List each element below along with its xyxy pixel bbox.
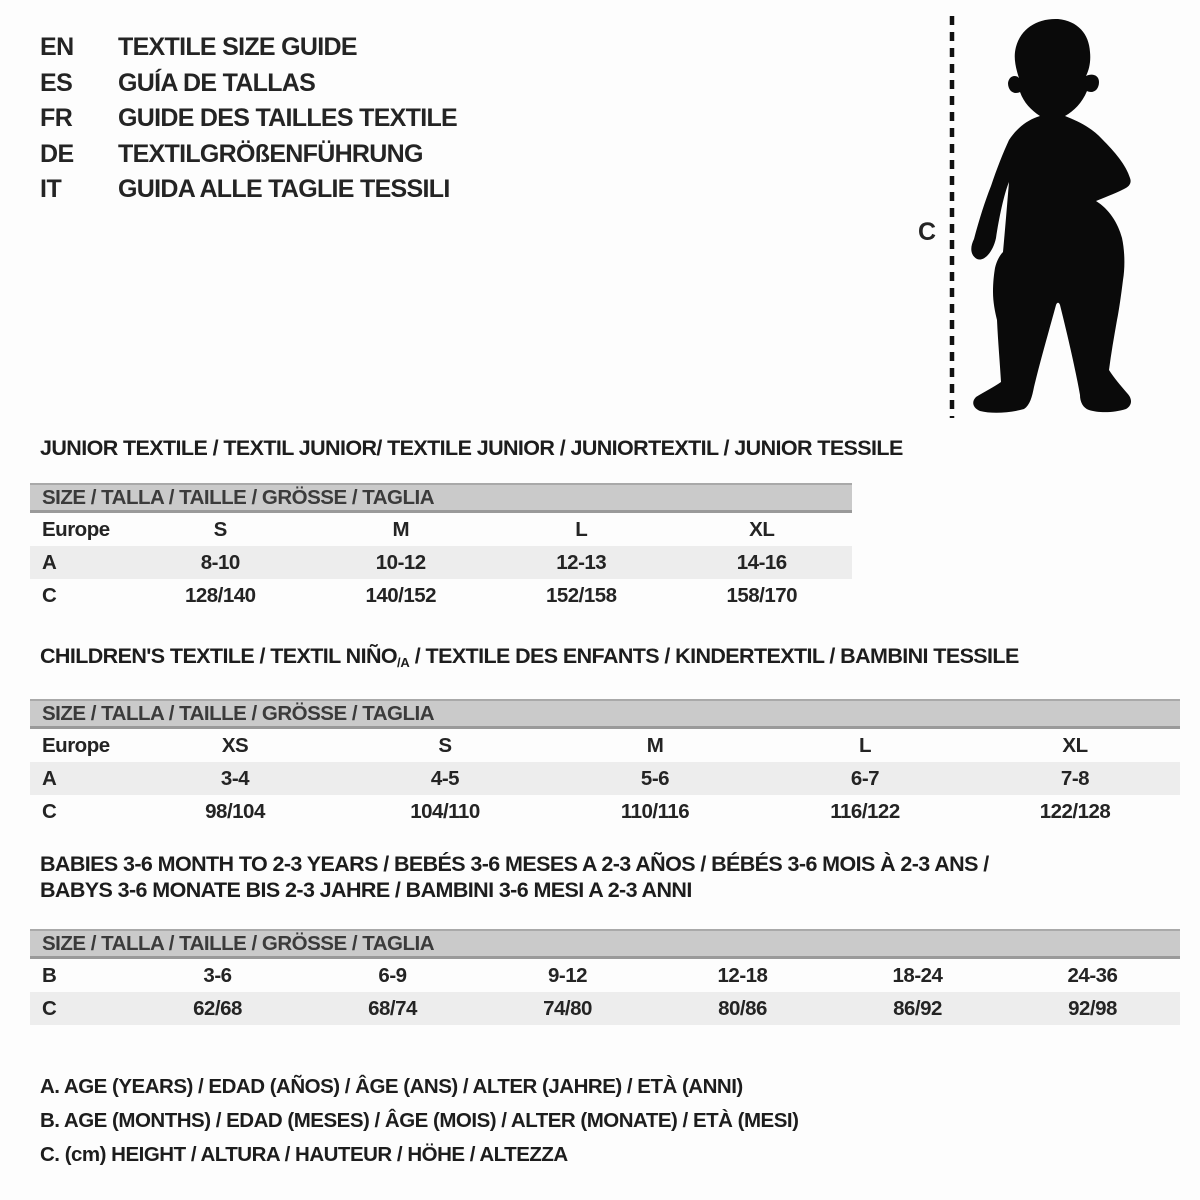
table-cell: 122/128 xyxy=(1039,799,1111,823)
footnote-age-months: B. AGE (MONTHS) / EDAD (MESES) / ÂGE (MOIS) / ALTER (MONATE) / ETÀ (MESI) xyxy=(40,1109,799,1132)
table-cell: 116/122 xyxy=(830,799,900,823)
table-cell: 110/116 xyxy=(620,799,690,823)
table-cell: 24-36 xyxy=(1067,963,1118,987)
table-cell: 152/158 xyxy=(545,583,617,607)
table-cell: 68/74 xyxy=(368,996,417,1020)
table-cell: 12-13 xyxy=(556,550,607,574)
language-title-list xyxy=(40,30,457,208)
table-row-height xyxy=(30,992,1180,1025)
table-cell: 128/140 xyxy=(184,583,256,607)
row-label: A xyxy=(42,766,57,790)
babies-section-title-line2: BABYS 3-6 MONATE BIS 2-3 JAHRE / BAMBINI 3-6 MESI A 2-3 ANNI xyxy=(40,878,692,902)
table-row-height xyxy=(30,579,852,612)
height-measure-figure xyxy=(905,12,1195,424)
table-row-months xyxy=(30,959,1180,992)
table-cell: 74/80 xyxy=(543,996,592,1020)
table-cell: L xyxy=(858,733,872,757)
size-header-bar: SIZE / TALLA / TAILLE / GRÖSSE / TAGLIA xyxy=(30,483,852,513)
table-cell: 80/86 xyxy=(718,996,767,1020)
footnote-height-cm: C. (cm) HEIGHT / ALTURA / HAUTEUR / HÖHE / ALTEZZA xyxy=(40,1143,568,1166)
guide-title-fr: GUIDE DES TAILLES TEXTILE xyxy=(118,104,458,133)
table-cell: 6-7 xyxy=(850,766,880,790)
toddler-silhouette-icon xyxy=(968,12,1138,422)
table-cell: 140/152 xyxy=(365,583,437,607)
guide-title-es: GUÍA DE TALLAS xyxy=(118,68,316,97)
childrens-section-title xyxy=(40,643,1180,676)
table-cell: 62/68 xyxy=(193,996,242,1020)
section-childrens-textile xyxy=(30,643,1180,828)
table-cell: XS xyxy=(221,733,249,757)
dashed-measure-line xyxy=(949,16,955,418)
title-subscript: /A xyxy=(397,655,410,670)
row-label: A xyxy=(42,550,57,574)
section-babies-textile xyxy=(30,851,1180,1025)
table-cell: 8-10 xyxy=(200,550,240,574)
table-cell: 6-9 xyxy=(378,963,407,987)
babies-size-table xyxy=(30,929,1180,1025)
junior-size-table xyxy=(30,483,852,612)
guide-title-en: TEXTILE SIZE GUIDE xyxy=(118,33,357,62)
table-cell: S xyxy=(213,517,227,541)
table-row-age xyxy=(30,546,852,579)
row-label: Europe xyxy=(42,517,110,541)
language-code: FR xyxy=(40,104,73,133)
table-cell: 158/170 xyxy=(726,583,798,607)
title-suffix: / TEXTILE DES ENFANTS / KINDERTEXTIL / BAMBINI TESSILE xyxy=(409,644,1019,668)
size-header-bar: SIZE / TALLA / TAILLE / GRÖSSE / TAGLIA xyxy=(30,929,1180,959)
row-label: B xyxy=(42,963,57,987)
table-cell: 7-8 xyxy=(1060,766,1090,790)
table-cell: 92/98 xyxy=(1068,996,1117,1020)
table-cell: S xyxy=(438,733,452,757)
language-row-en xyxy=(40,30,457,66)
table-cell: 104/110 xyxy=(410,799,480,823)
language-row-fr xyxy=(40,101,457,137)
section-junior-textile xyxy=(30,435,903,612)
guide-title-it: GUIDA ALLE TAGLIE TESSILI xyxy=(118,175,450,204)
size-header-bar: SIZE / TALLA / TAILLE / GRÖSSE / TAGLIA xyxy=(30,699,1180,729)
language-code: DE xyxy=(40,139,74,168)
height-measure-label: C xyxy=(918,218,936,246)
language-row-it xyxy=(40,172,457,208)
table-cell: 86/92 xyxy=(893,996,942,1020)
row-label: Europe xyxy=(42,733,110,757)
table-cell: 12-18 xyxy=(717,963,768,987)
table-cell: 18-24 xyxy=(892,963,943,987)
row-label: C xyxy=(42,996,57,1020)
table-cell: 5-6 xyxy=(640,766,670,790)
table-cell: 10-12 xyxy=(375,550,426,574)
language-row-de xyxy=(40,137,457,173)
language-code: EN xyxy=(40,33,74,62)
table-row-height xyxy=(30,795,1180,828)
table-cell: M xyxy=(646,733,664,757)
table-cell: XL xyxy=(1062,733,1088,757)
table-cell: L xyxy=(575,517,588,541)
table-row-age xyxy=(30,762,1180,795)
table-cell: 3-6 xyxy=(203,963,232,987)
table-cell: 98/104 xyxy=(205,799,265,823)
table-cell: 4-5 xyxy=(430,766,460,790)
table-row-europe xyxy=(30,513,852,546)
table-cell: M xyxy=(392,517,410,541)
row-label: C xyxy=(42,583,57,607)
language-code: IT xyxy=(40,175,62,204)
row-label: C xyxy=(42,799,57,823)
table-row-europe xyxy=(30,729,1180,762)
title-prefix: CHILDREN'S TEXTILE / TEXTIL NIÑO xyxy=(40,644,398,668)
babies-section-title-line1: BABIES 3-6 MONTH TO 2-3 YEARS / BEBÉS 3-6 MESES A 2-3 AÑOS / BÉBÉS 3-6 MOIS À 2-3 ANS / xyxy=(40,852,989,876)
guide-title-de: TEXTILGRÖßENFÜHRUNG xyxy=(118,139,423,168)
table-cell: XL xyxy=(749,517,775,541)
table-cell: 9-12 xyxy=(547,963,588,987)
table-cell: 14-16 xyxy=(736,550,787,574)
language-code: ES xyxy=(40,68,73,97)
junior-section-title: JUNIOR TEXTILE / TEXTIL JUNIOR/ TEXTILE JUNIOR / JUNIORTEXTIL / JUNIOR TESSILE xyxy=(40,436,903,460)
footnote-age-years: A. AGE (YEARS) / EDAD (AÑOS) / ÂGE (ANS) / ALTER (JAHRE) / ETÀ (ANNI) xyxy=(40,1075,743,1098)
language-row-es xyxy=(40,66,457,102)
legend-footnotes xyxy=(40,1070,798,1172)
childrens-size-table xyxy=(30,699,1180,828)
table-cell: 3-4 xyxy=(220,766,250,790)
